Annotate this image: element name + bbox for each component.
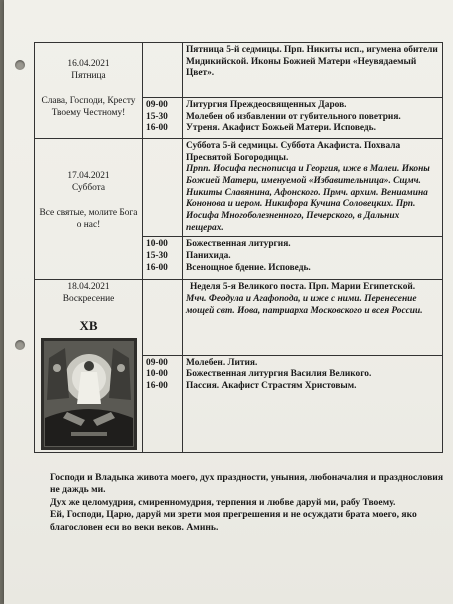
day-cell — [35, 280, 143, 452]
times-cell: 09-00 10-00 16-00 — [143, 355, 183, 452]
day-date: 18.04.2021 — [67, 282, 110, 293]
day-row-heading — [35, 280, 443, 355]
day-date: 17.04.2021 — [67, 171, 110, 181]
day-weekday: Пятница — [71, 70, 106, 81]
prayer-line: Дух же целомудрия, смиренномудрия, терпения и любве даруй ми, рабу Твоему. — [50, 496, 396, 508]
day-heading: Суббота 5-й седмицы. Суббота Акафиста. Похвала Пресвятой Богородицы. Прпп. Иосифа песнописца и Георгия, иже в Малеи. Иконы Божией Матери, именуемой «Избавительница». Сщмч. Никиты Славянина, Афонского. Прмч. архим. Вениамина Кононова и иером. Никифора Кучина Соловецких. Прп. Иосифа Многоболезненного, Печерского, в Дальних пещерах. — [183, 139, 443, 237]
pascha-abbreviation: ХВ — [79, 317, 98, 333]
resurrection-icon — [41, 338, 137, 450]
events-cell: Литургия Преждеосвященных Даров. Молебен об избавлении от губительного поветрия. Утреня. Акафист Божьей Матери. Исповедь. — [183, 98, 443, 139]
day-verse: Слава, Господи, Кресту Твоему Честному! — [41, 96, 136, 118]
day-weekday: Воскресение — [62, 293, 115, 304]
prayer-line: Господи и Владыка живота моего, дух праздности, уныния, любоначалия и празднословия не даждь ми. — [50, 472, 444, 496]
service-schedule-table — [34, 42, 443, 453]
day-heading: Неделя 5-я Великого поста. Прп. Марии Египетской. Мчч. Феодула и Агафопода, и иже с ними. Перенесение мощей свт. Иова, патриарха Московского и всея России. — [183, 280, 443, 355]
punch-hole — [15, 340, 25, 350]
day-date: 16.04.2021 — [67, 59, 110, 69]
prayer-of-st-ephrem — [50, 472, 445, 534]
events-cell: Молебен. Лития. Божественная литургия Василия Великого. Пассия. Акафист Страстям Христовым. — [183, 355, 443, 452]
day-cell — [35, 139, 143, 280]
day-row-heading — [35, 139, 443, 237]
day-verse: Все святые, молите Бога о нас! — [39, 208, 138, 230]
day-heading-commemorations: Мчч. Феодула и Агафопода, и иже с ними. Перенесение мощей свт. Иова, патриарха Московского и всея России. — [186, 293, 423, 316]
times-cell: 10-00 15-30 16-00 — [143, 237, 183, 280]
prayer-line: Ей, Господи, Царю, даруй ми зрети моя прегрешения и не осуждати брата моего, яко благословен еси во веки веков. Аминь. — [50, 509, 417, 533]
day-row-heading — [35, 43, 443, 98]
punch-hole — [15, 60, 25, 70]
day-heading-commemorations: Прпп. Иосифа песнописца и Георгия, иже в Малеи. Иконы Божией Матери, именуемой «Избавительница». Сщмч. Никиты Славянина, Афонского. Прмч. архим. Вениамина Кононова и иером. Никифора Кучина Соловецких. Прп. Иосифа Многоболезненного, Печерского, в Дальних пещерах. — [186, 164, 430, 233]
day-weekday: Суббота — [71, 182, 106, 193]
times-cell: 09-00 15-30 16-00 — [143, 98, 183, 139]
day-heading: Пятница 5-й седмицы. Прп. Никиты исп., игумена обители Мидикийской. Иконы Божией Матери «Неувядаемый Цвет». — [183, 43, 443, 98]
day-cell — [35, 43, 143, 139]
events-cell: Божественная литургия. Панихида. Всенощное бдение. Исповедь. — [183, 237, 443, 280]
